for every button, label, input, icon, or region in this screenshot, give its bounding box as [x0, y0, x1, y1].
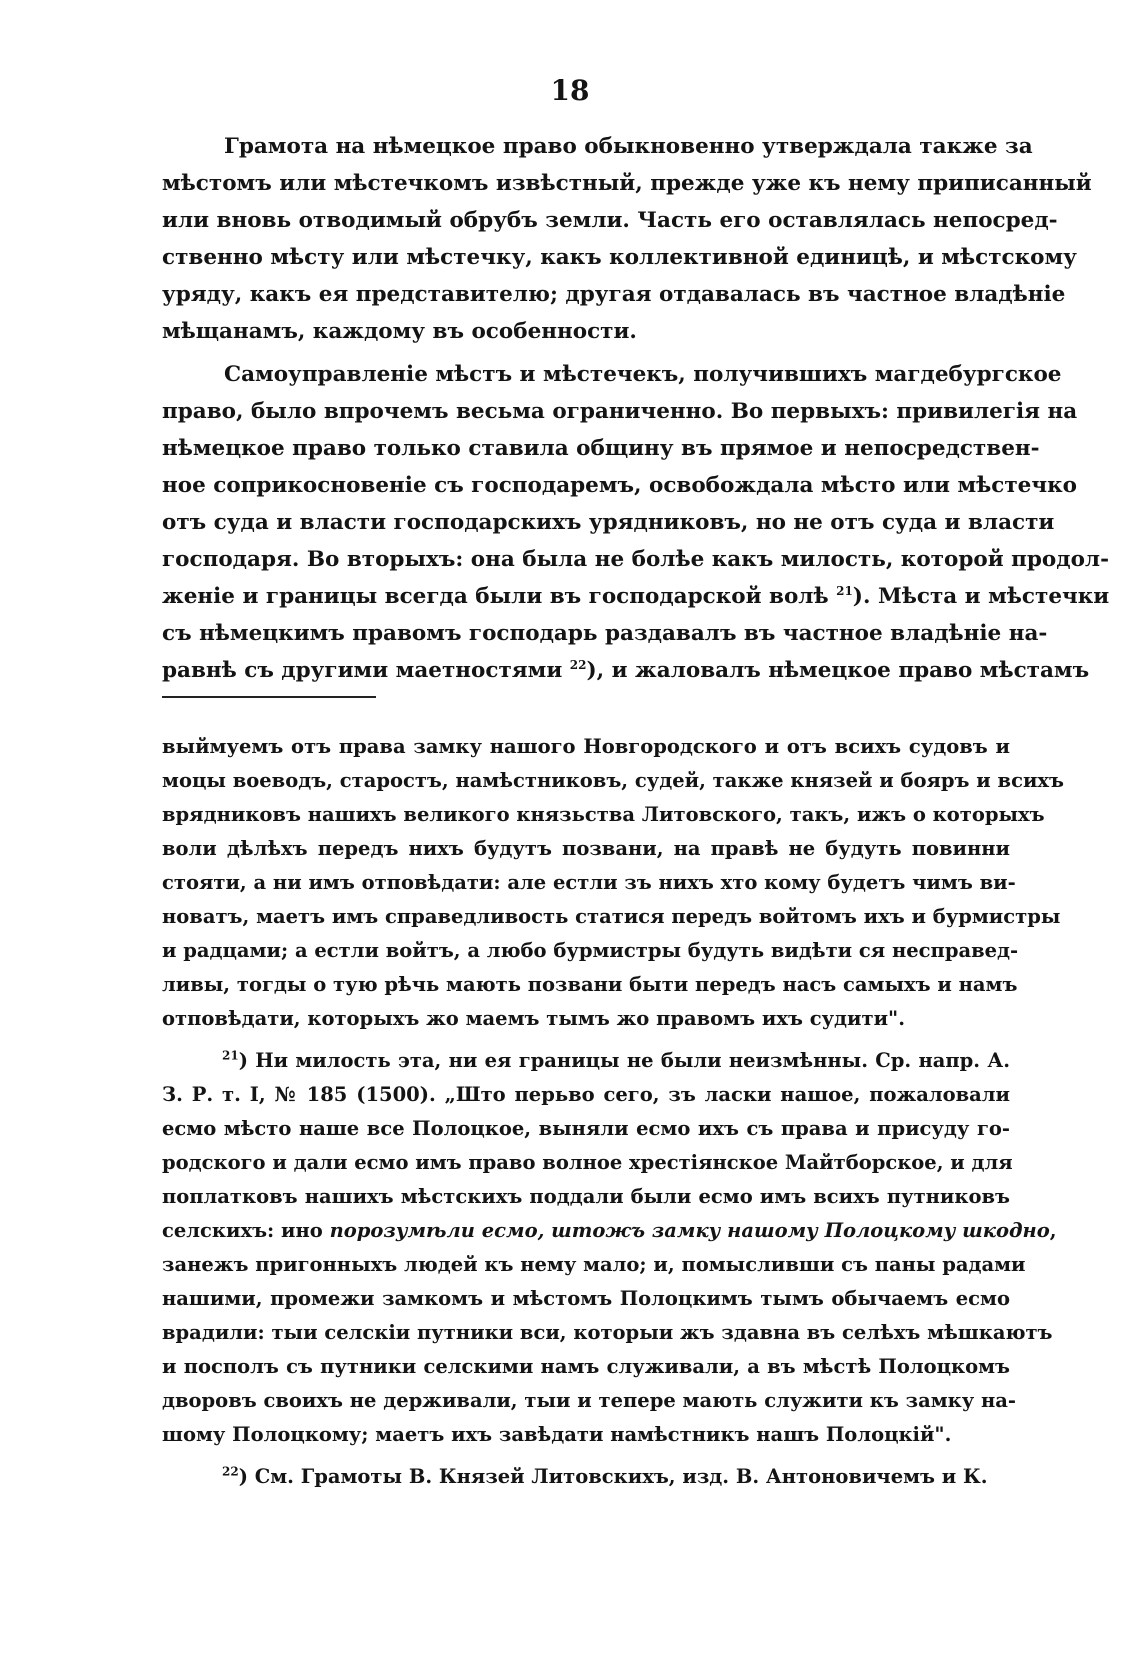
footnote-22-line — [162, 1460, 1010, 1494]
main-line: съ нѣмецкимъ правомъ господарь раздавалъ въ частное владѣніе на- — [162, 621, 1048, 646]
main-line-part: ), и жаловалъ нѣмецкое право мѣстамъ — [586, 658, 1090, 683]
main-line: ственно мѣсту или мѣстечку, какъ коллективной единицѣ, и мѣстскому — [162, 245, 1077, 270]
footnote-21-line — [162, 1044, 1010, 1078]
note-line: врадили: тыи селскіи путники вси, которыи жъ здавна въ селѣхъ мѣшкаютъ — [162, 1321, 1053, 1344]
note-line: и посполъ съ путники селскими намъ служивали, а въ мѣстѣ Полоцкомъ — [162, 1355, 1010, 1378]
main-line-part: равнѣ съ другими маетностями — [162, 658, 563, 683]
italic-quote: порозумѣли есмо, штожъ замку нашому Полоцкому шкодно — [329, 1219, 1050, 1242]
note-line: есмо мѣсто наше все Полоцкое, выняли есмо ихъ съ права и присуду го- — [162, 1117, 1010, 1140]
note-line: новатъ, маетъ имъ справедливость статися передъ войтомъ ихъ и бурмистры — [162, 905, 1061, 928]
note-line: З. Р. т. I, № 185 (1500). „Што перьво сего, зъ ласки нашое, пожаловали — [162, 1083, 1010, 1106]
main-line: мѣщанамъ, каждому въ особенности. — [162, 319, 637, 344]
note-line: нашими, промежи замкомъ и мѣстомъ Полоцкимъ тымъ обычаемъ есмо — [162, 1287, 1010, 1310]
note-line: воли дѣлѣхъ передъ нихъ будутъ позвани, на правѣ не будуть повинни — [162, 837, 1010, 860]
main-line: отъ суда и власти господарскихъ урядниковъ, но не отъ суда и власти — [162, 510, 1055, 535]
note-line: врядниковъ нашихъ великого князьства Литовского, такъ, ижъ о которыхъ — [162, 803, 1045, 826]
main-line: мѣстомъ или мѣстечкомъ извѣстный, прежде уже къ нему приписанный — [162, 171, 1092, 196]
main-line: нѣмецкое право только ставила общину въ прямое и непосредствен- — [162, 436, 1040, 461]
note-line-part: селскихъ: ино — [162, 1219, 323, 1242]
note-line: стояти, а ни имъ отповѣдати: але естли зъ нихъ хто кому будетъ чимъ ви- — [162, 871, 1016, 894]
main-line-with-footnote-ref — [162, 578, 1110, 615]
main-line-part: ). Мѣста и мѣстечки — [852, 584, 1110, 609]
main-line: Грамота на нѣмецкое право обыкновенно утверждала также за — [224, 134, 1033, 159]
main-line: право, было впрочемъ весьма ограниченно. Во первыхъ: привилегія на — [162, 399, 1078, 424]
main-line: господаря. Во вторыхъ: она была не болѣе какъ милость, которой продол- — [162, 547, 1109, 572]
footnotes — [162, 730, 1065, 1494]
note-line: шому Полоцкому; маетъ ихъ завѣдати намѣстникъ нашъ Полоцкій". — [162, 1423, 952, 1446]
note-line: выймуемъ отъ права замку нашого Новгородского и отъ всихъ судовъ и — [162, 735, 1010, 758]
note-line-part: ) Ни милость эта, ни ея границы не были неизмѣнны. Ср. напр. А. — [238, 1049, 1010, 1072]
note-line-with-italic: селскихъ: ино порозумѣли есмо, штожъ замку нашому Полоцкому шкодно, — [162, 1219, 1057, 1242]
note-line: ливы, тогды о тую рѣчь мають позвани быти передъ насъ самыхъ и намъ — [162, 973, 1018, 996]
main-line: Самоуправленіе мѣстъ и мѣстечекъ, получившихъ магдебургское — [224, 362, 1062, 387]
note-line: дворовъ своихъ не держивали, тыи и тепере мають служити къ замку на- — [162, 1389, 1016, 1412]
main-line-with-footnote-ref — [162, 652, 1090, 689]
note-line: занежъ пригонныхъ людей къ нему мало; и, помысливши съ паны радами — [162, 1253, 1026, 1276]
footnote-ref-22[interactable]: 22 — [569, 657, 587, 672]
note-line: моцы воеводъ, старостъ, намѣстниковъ, судей, также князей и бояръ и всихъ — [162, 769, 1065, 792]
footnote-marker-22: 22 — [222, 1464, 239, 1479]
note-line: и радцами; а естли войтъ, а любо бурмистры будуть видѣти ся несправед- — [162, 939, 1019, 962]
footnote-separator — [162, 696, 376, 698]
note-line: родского и дали есмо имъ право волное хрестіянское Майтборское, и для — [162, 1151, 1013, 1174]
main-body-text — [162, 128, 1110, 689]
page-number: 18 — [550, 74, 590, 107]
main-line: уряду, какъ ея представителю; другая отдавалась въ частное владѣніе — [162, 282, 1066, 307]
main-line-part: женіе и границы всегда были въ господарской волѣ — [162, 584, 829, 609]
note-line-part: ) См. Грамоты В. Князей Литовскихъ, изд. В. Антоновичемъ и К. — [238, 1465, 988, 1488]
main-line: ное соприкосновеніе съ господаремъ, освобождала мѣсто или мѣстечко — [162, 473, 1077, 498]
footnote-marker-21: 21 — [222, 1048, 239, 1063]
main-line: или вновь отводимый обрубъ земли. Часть его оставлялась непосред- — [162, 208, 1058, 233]
note-line: отповѣдати, которыхъ жо маемъ тымъ жо правомъ ихъ судити". — [162, 1007, 905, 1030]
footnote-ref-21[interactable]: 21 — [836, 583, 853, 598]
note-line: поплатковъ нашихъ мѣстскихъ поддали были есмо имъ всихъ путниковъ — [162, 1185, 1010, 1208]
